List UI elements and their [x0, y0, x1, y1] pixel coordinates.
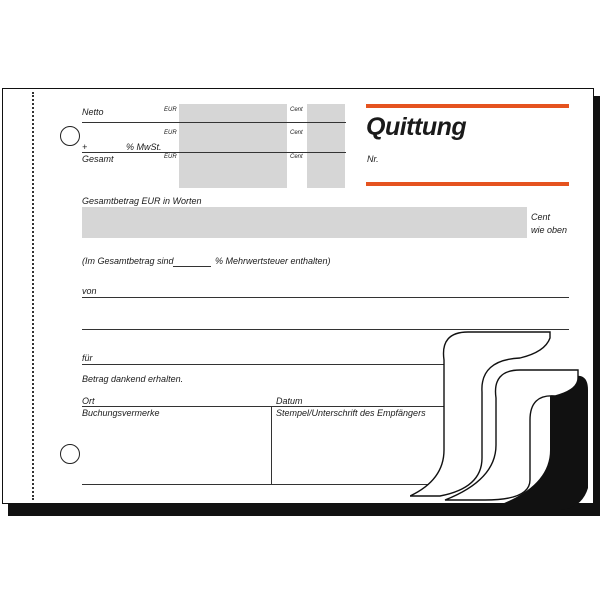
netto-label: Netto [82, 107, 104, 117]
eur-label-netto: EUR [164, 107, 177, 113]
purpose-line[interactable] [82, 364, 444, 365]
euro-amount-field[interactable] [179, 104, 287, 188]
accent-bar-top [366, 104, 569, 108]
mwst-line [82, 152, 346, 153]
from-label: von [82, 286, 97, 296]
page-curl-graphic [410, 330, 600, 520]
eur-label-gesamt: EUR [164, 154, 177, 160]
cent-amount-field[interactable] [307, 104, 345, 188]
vat-note-prefix: (Im Gesamtbetrag sind [82, 256, 174, 266]
amount-in-words-field[interactable] [82, 207, 527, 238]
buchung-label: Buchungsvermerke [82, 408, 160, 418]
accent-bar-bottom [366, 182, 569, 186]
cent-label-netto: Cent [290, 107, 303, 113]
stempel-label: Stempel/Unterschrift des Empfängers [276, 408, 426, 418]
eur-label-mwst: EUR [164, 130, 177, 136]
punch-hole-top [60, 126, 80, 146]
vat-percent-field[interactable] [173, 266, 211, 267]
thanks-text: Betrag dankend erhalten. [82, 374, 184, 384]
ort-label: Ort [82, 396, 95, 406]
netto-line [82, 122, 346, 123]
cent-label-gesamt: Cent [290, 154, 303, 160]
wie-oben-label: wie oben [531, 225, 568, 235]
punch-hole-bottom [60, 444, 80, 464]
cent-label-words: Cent [531, 212, 551, 222]
gesamt-label: Gesamt [82, 154, 114, 164]
nr-label: Nr. [367, 154, 379, 164]
ort-datum-line[interactable] [82, 406, 444, 407]
page-title: Quittung [366, 113, 467, 141]
footer-divider [271, 406, 272, 484]
vat-note-suffix: % Mehrwertsteuer enthalten) [215, 256, 331, 266]
signature-line[interactable] [82, 484, 444, 485]
mwst-label: % MwSt. [126, 142, 162, 152]
from-line[interactable] [82, 297, 569, 298]
purpose-label: für [82, 353, 93, 363]
words-label: Gesamtbetrag EUR in Worten [82, 196, 202, 206]
datum-label: Datum [276, 396, 303, 406]
perforation-line [32, 92, 34, 500]
cent-label-mwst: Cent [290, 130, 303, 136]
plus-label: + [82, 142, 88, 152]
